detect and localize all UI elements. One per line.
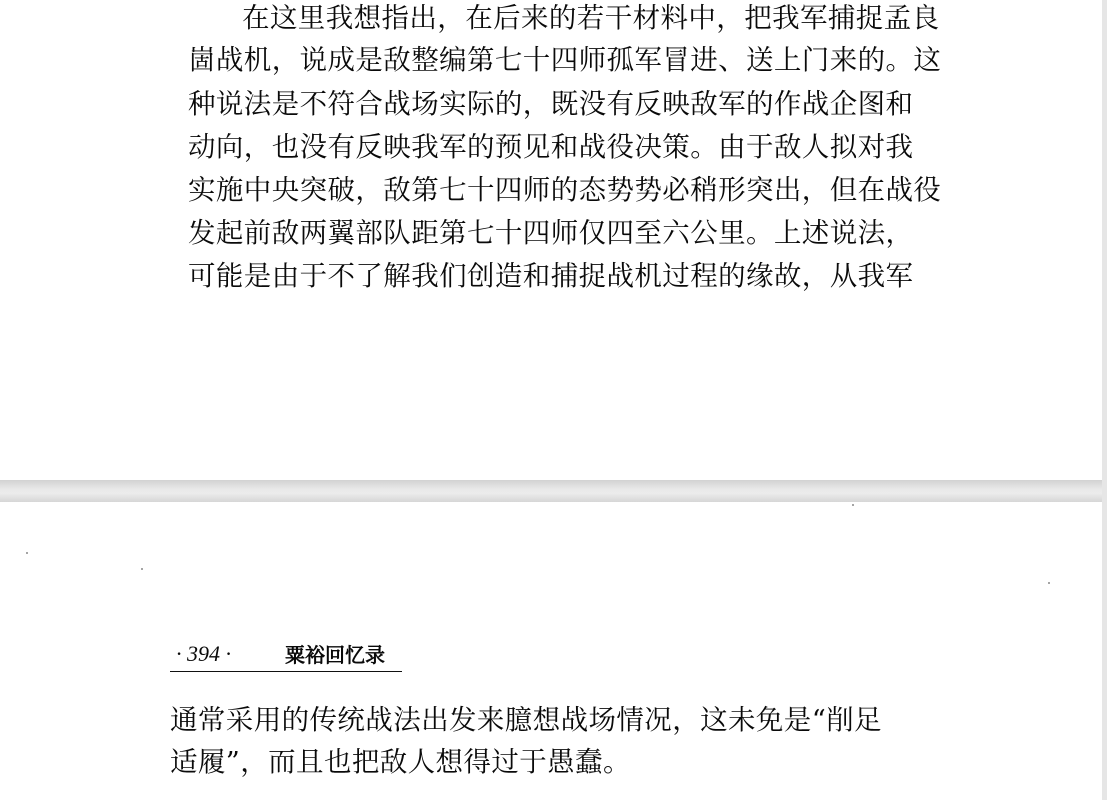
page-number: · 394 · — [176, 641, 231, 666]
body-text-line: 实施中央突破，敌第七十四师的态势势必稍形突出，但在战役 — [188, 174, 942, 206]
body-text-line: 发起前敌两翼部队距第七十四师仅四至六公里。上述说法， — [188, 217, 914, 249]
body-text-line: 动向，也没有反映我军的预见和战役决策。由于敌人拟对我 — [188, 131, 914, 163]
page-separator — [0, 480, 1107, 502]
scan-speck — [141, 568, 143, 570]
body-text-line: 可能是由于不了解我们创造和捕捉战机过程的缘故，从我军 — [188, 260, 914, 292]
body-text-line: 在这里我想指出，在后来的若干材料中，把我军捕捉孟良 — [242, 2, 940, 34]
body-text-line: 适履”，而且也把敌人想得过于愚蠢。 — [170, 746, 631, 778]
page-lower — [0, 502, 1102, 800]
scrollbar-track[interactable] — [1102, 0, 1107, 800]
scan-speck — [1048, 582, 1050, 584]
scan-speck — [26, 552, 28, 554]
running-header — [170, 637, 402, 672]
scan-speck — [852, 504, 854, 506]
body-text-line: 崮战机，说成是敌整编第七十四师孤军冒进、送上门来的。这 — [188, 44, 942, 76]
book-title: 粟裕回忆录 — [285, 643, 385, 667]
body-text-line: 种说法是不符合战场实际的，既没有反映敌军的作战企图和 — [188, 88, 914, 120]
body-text-line: 通常采用的传统战法出发来臆想战场情况，这未免是“削足 — [170, 704, 882, 736]
